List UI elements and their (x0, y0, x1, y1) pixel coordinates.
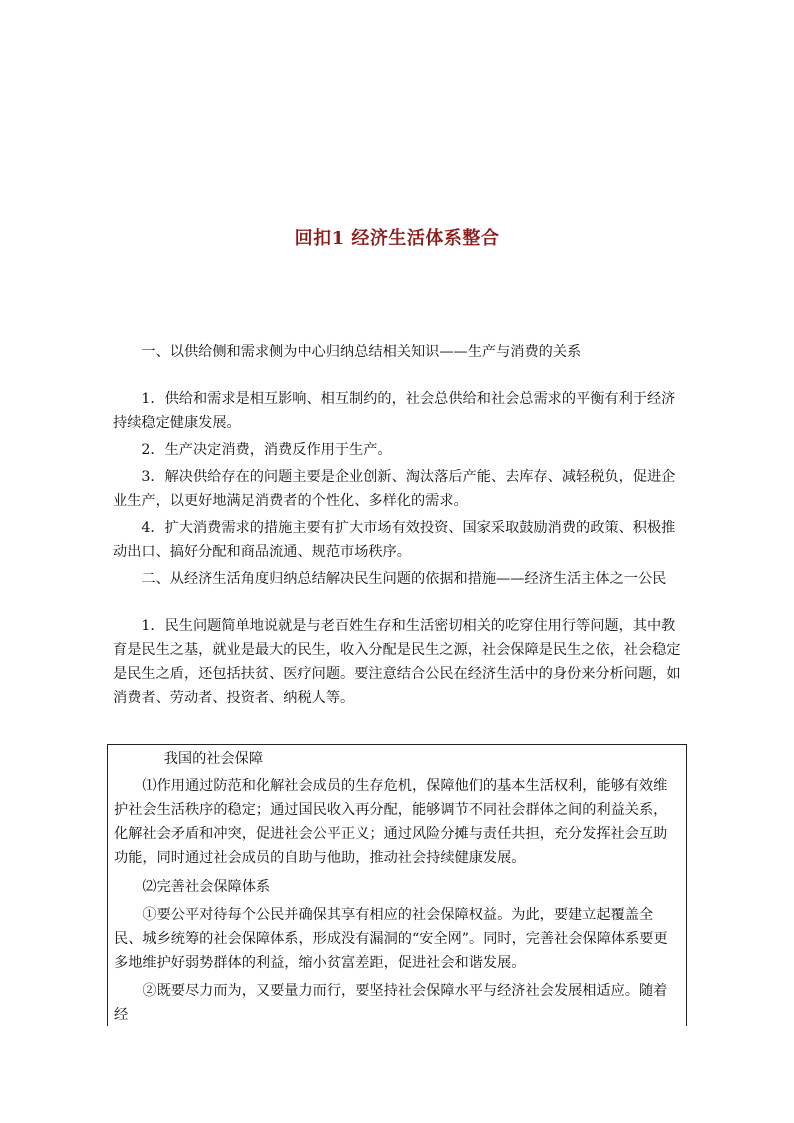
box-sub-heading: ⑵完善社会保障体系 (142, 879, 271, 895)
box-paragraph: ①要公平对待每个公民并确保其享有相应的社会保障权益。为此，要建立起覆盖全民、城乡统筹的社会保障体系，形成没有漏洞的“安全网”。同时，完善社会保障体系要更多地维护好弱势群体的利益，缩小贫富差距，促进社会和谐发展。 (114, 907, 668, 971)
box-title: 我国的社会保障 (163, 751, 264, 767)
social-security-box (107, 744, 687, 1026)
list-item: 2．生产决定消费，消费反作用于生产。 (141, 442, 392, 458)
section-heading-2: 二、从经济生活角度归纳总结解决民生问题的依据和措施——经济生活主体之一公民 (141, 571, 667, 587)
list-item: 3．解决供给存在的问题主要是企业创新、淘汰落后产能、去库存、减轻税负，促进企业生产，以更好地满足消费者的个性化、多样化的需求。 (113, 469, 676, 509)
page-title: 回扣1 经济生活体系整合 (294, 228, 500, 249)
list-item: 1．供给和需求是相互影响、相互制约的，社会总供给和社会总需求的平衡有利于经济持续稳定健康发展。 (113, 391, 676, 431)
section-heading-1: 一、以供给侧和需求侧为中心归纳总结相关知识——生产与消费的关系 (141, 344, 582, 360)
document-body (113, 340, 683, 710)
box-paragraph: ⑴作用通过防范和化解社会成员的生存危机，保障他们的基本生活权利，能够有效维护社会生活秩序的稳定；通过国民收入再分配，能够调节不同社会群体之间的利益关系，化解社会矛盾和冲突，促进社会公平正义；通过风险分摊与责任共担，充分发挥社会互助功能，同时通过社会成员的自助与他助，推动社会持续健康发展。 (114, 778, 668, 866)
list-item: 4．扩大消费需求的措施主要有扩大市场有效投资、国家采取鼓励消费的政策、积极推动出口、搞好分配和商品流通、规范市场秩序。 (113, 520, 676, 560)
box-paragraph: ②既要尽力而为，又要量力而行，要坚持社会保障水平与经济社会发展相适应。随着经 (114, 983, 668, 1023)
list-item: 1．民生问题简单地说就是与老百姓生存和生活密切相关的吃穿住用行等问题，其中教育是民生之基，就业是最大的民生，收入分配是民生之源，社会保障是民生之依，社会稳定是民生之盾，还包括扶贫、医疗问题。要注意结合公民在经济生活中的身份来分析问题，如消费者、劳动者、投资者、纳税人等。 (113, 618, 681, 706)
